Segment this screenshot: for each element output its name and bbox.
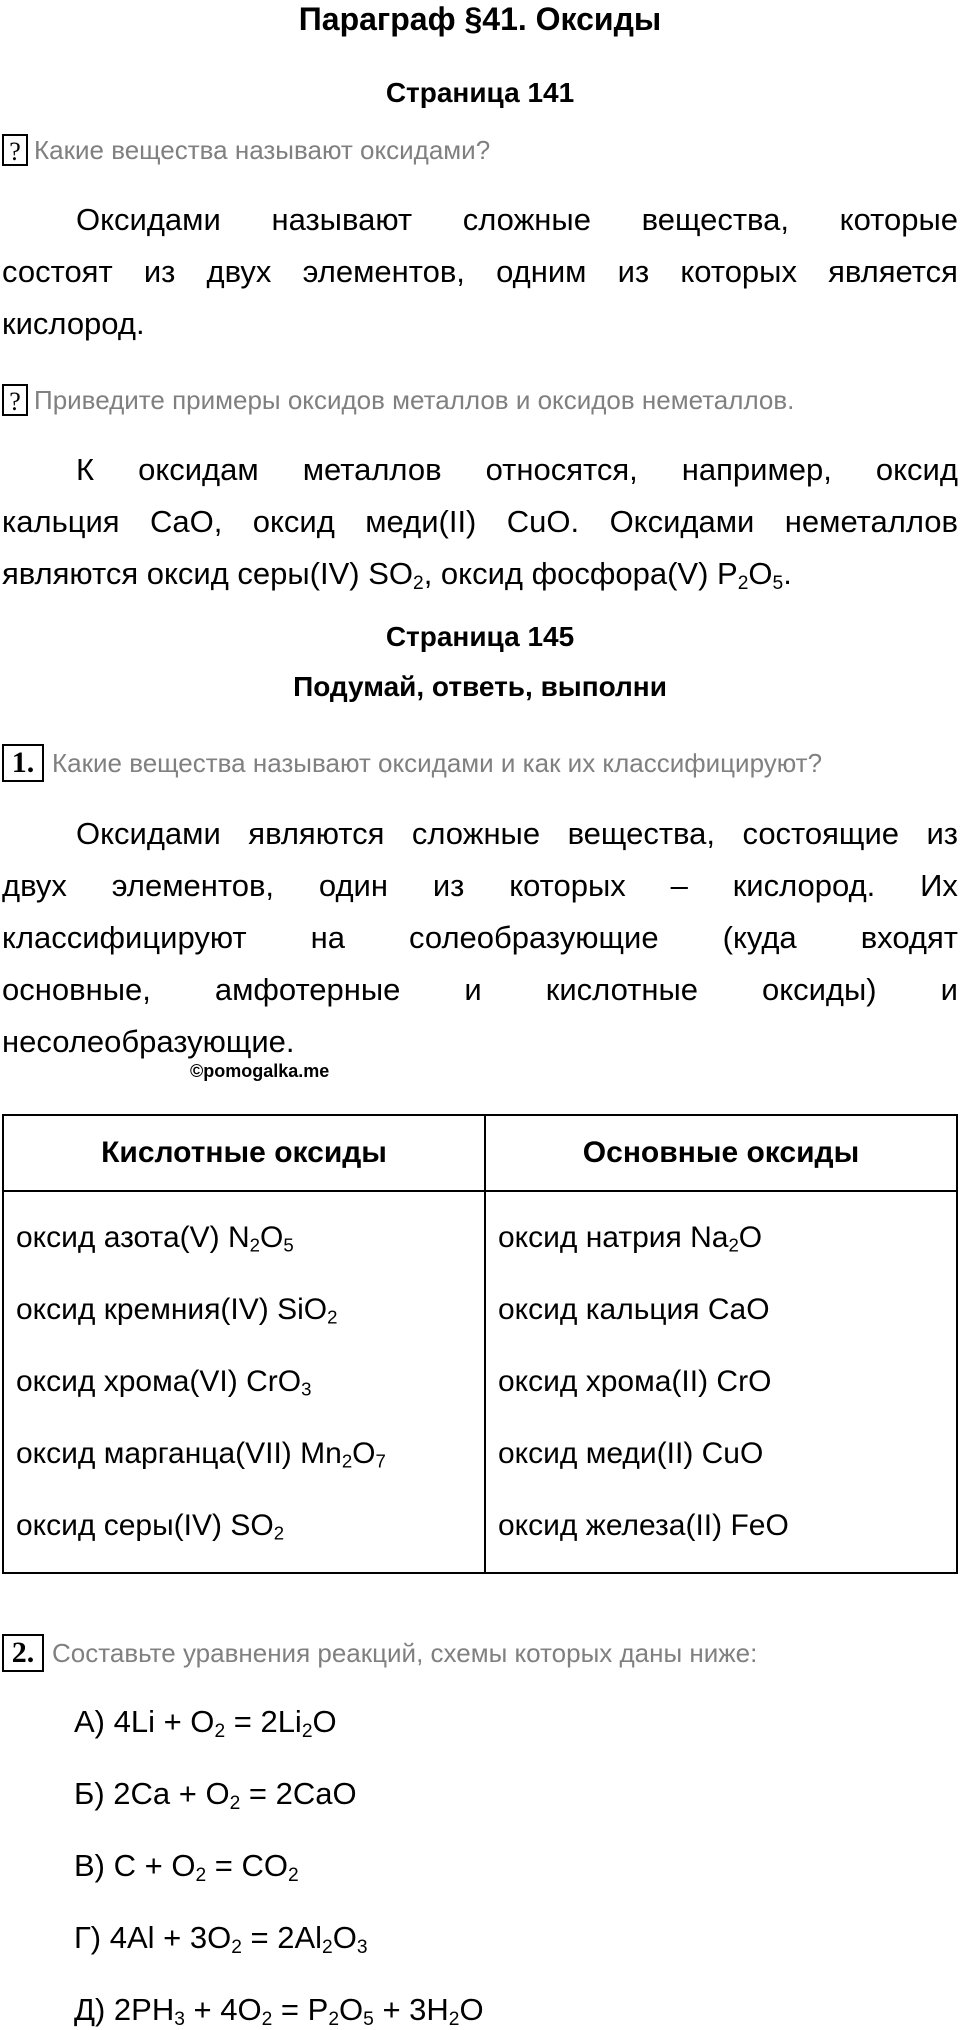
word: из — [926, 816, 958, 851]
acid-oxide-item: оксид марганца(VII) $Mn_2O_7$ — [16, 1437, 386, 1472]
task-1-answer-line-4 — [2, 964, 958, 1016]
question-mark-icon: ? — [2, 134, 28, 166]
word: называют — [271, 202, 413, 237]
equation: В) $C + O_2 = CO_2$ — [74, 1848, 299, 1886]
word: металлов — [302, 452, 442, 487]
watermark: ©pomogalka.me — [190, 1061, 330, 1081]
page-title: Параграф §41. Оксиды — [298, 1, 662, 37]
task-2-text: Составьте уравнения реакций, схемы которых даны ниже: — [52, 1638, 758, 1668]
answer-1-line-2 — [2, 246, 958, 298]
task-1-answer-line-2 — [2, 860, 958, 912]
word: состоящие — [742, 816, 899, 851]
question-mark-icon: ? — [2, 384, 28, 416]
word: являются — [248, 816, 385, 851]
basic-oxide-item: оксид железа(II) FeO — [498, 1509, 789, 1542]
word: является — [828, 254, 958, 289]
answer-1-line-3: кислород. — [2, 306, 145, 341]
word: кальция — [2, 504, 120, 539]
question-2 — [2, 382, 958, 418]
word: и — [464, 972, 482, 1007]
word: двух — [206, 254, 272, 289]
page-145-heading: Страница 145 — [385, 621, 575, 652]
basic-oxide-item: оксид натрия $Na_2O$ — [498, 1221, 763, 1256]
word: из — [143, 254, 176, 289]
word: К — [76, 452, 95, 487]
word: неметаллов — [784, 504, 958, 539]
word: сложные — [411, 816, 541, 851]
word: оксидам — [138, 452, 259, 487]
table-header-basic: Основные оксиды — [485, 1115, 957, 1191]
task-1-answer-line-1 — [2, 808, 958, 860]
word: Оксидами — [76, 816, 221, 851]
word: которых — [680, 254, 797, 289]
word: одним — [496, 254, 587, 289]
word: из — [617, 254, 650, 289]
oxides-table — [2, 1114, 958, 1574]
question-1-text: Какие вещества называют оксидами? — [34, 135, 491, 165]
answer-2-line-3: являются оксид серы(IV) $SO_2$, оксид фосфора(V) $P_2O_5$. — [2, 556, 792, 594]
task-2 — [2, 1634, 958, 1672]
word: Оксидами — [609, 504, 755, 539]
equation: Д) $2PH_3 + 4O_2 = P_2O_5 + 3H_2O$ — [74, 1992, 484, 2030]
word: меди(II) — [365, 504, 477, 539]
word: относятся, — [485, 452, 638, 487]
word: на — [310, 920, 346, 955]
page-141-heading: Страница 141 — [385, 77, 575, 108]
word: оксиды) — [761, 972, 877, 1007]
table-header-row — [3, 1115, 957, 1191]
word: классифицируют — [2, 920, 247, 955]
acid-oxide-item: оксид серы(IV) $SO_2$ — [16, 1509, 285, 1544]
word: оксид — [875, 452, 958, 487]
equation: Б) $2Ca + O_2 = 2CaO$ — [74, 1776, 357, 1814]
acid-oxide-item: оксид кремния(IV) SiO$_2$ — [16, 1293, 338, 1328]
basic-oxide-item: оксид меди(II) CuO — [498, 1437, 764, 1470]
word: и — [940, 972, 958, 1007]
word: двух — [2, 868, 67, 903]
word: состоят — [2, 254, 113, 289]
word: вещества, — [567, 816, 715, 851]
word: солеобразующие — [409, 920, 659, 955]
answer-1 — [2, 194, 958, 350]
word: кислотные — [545, 972, 698, 1007]
basic-oxides-cell — [485, 1191, 957, 1573]
acid-oxide-item: оксид азота(V) $N_2O_5$ — [16, 1221, 294, 1256]
acid-oxide-item: оксид хрома(VI) CrO$_3$ — [16, 1365, 312, 1400]
word: элементов, — [111, 868, 275, 903]
word: CaO, — [150, 504, 223, 539]
answer-2-line-2 — [2, 496, 958, 548]
task-1-number: 1. — [2, 744, 44, 782]
word: например, — [681, 452, 832, 487]
table-row — [3, 1191, 957, 1573]
basic-oxide-item: оксид хрома(II) CrO — [498, 1365, 772, 1398]
word: элементов, — [302, 254, 465, 289]
word: оксид — [252, 504, 335, 539]
equation: А) $4Li + O_2 = 2Li_2O$ — [74, 1704, 337, 1742]
task-1-answer-line-3 — [2, 912, 958, 964]
answer-2-line-1 — [2, 444, 958, 496]
word: вещества, — [641, 202, 790, 237]
word: основные, — [2, 972, 151, 1007]
acid-oxides-cell — [3, 1191, 485, 1573]
word: из — [432, 868, 465, 903]
question-1 — [2, 132, 958, 168]
task-1-text: Какие вещества называют оксидами и как их классифицируют? — [52, 748, 823, 778]
basic-oxide-item: оксид кальция CaO — [498, 1293, 770, 1326]
task-2-number: 2. — [2, 1634, 44, 1672]
section-heading: Подумай, ответь, выполни — [293, 671, 667, 702]
word: которых — [509, 868, 626, 903]
answer-2 — [2, 444, 958, 600]
task-1 — [2, 744, 958, 782]
word: кислород. — [732, 868, 876, 903]
answer-1-line-1 — [2, 194, 958, 246]
table-header-acid: Кислотные оксиды — [3, 1115, 485, 1191]
question-2-text: Приведите примеры оксидов металлов и оксидов неметаллов. — [34, 385, 795, 415]
word: – — [670, 868, 688, 903]
word: CuO. — [506, 504, 580, 539]
word: Их — [920, 868, 958, 903]
word: входят — [860, 920, 958, 955]
task-1-answer-line-5: несолеобразующие. — [2, 1024, 295, 1059]
word: которые — [839, 202, 958, 237]
task-1-answer — [2, 808, 958, 1068]
equation: Г) $4Al + 3O_2 = 2Al_2O_3$ — [74, 1920, 368, 1958]
word: сложные — [462, 202, 591, 237]
word: (куда — [722, 920, 797, 955]
word: амфотерные — [214, 972, 401, 1007]
word: один — [318, 868, 388, 903]
word: Оксидами — [76, 202, 221, 237]
